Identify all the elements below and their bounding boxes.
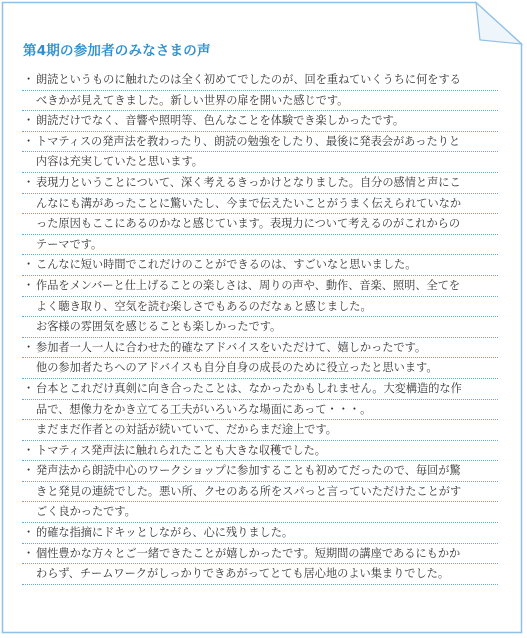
comment-text: トマティスの発声法を教わったり、朗読の勉強をしたり、最後に発表会があったりと [36,134,461,148]
comment-line-continued [22,214,498,235]
comment-line-continued [22,482,498,503]
comment-line-continued [22,564,498,585]
comment-text: まだまだ作者との対話が続いていて、だからまだ途上です。 [36,423,337,437]
comment-line-start [22,338,498,359]
comment-text: 的確な指摘にドキッとしながら、心に残りました。 [36,526,294,540]
comment-text: 発声法から朗読中心のワークショップに参加することも初めてだったので、毎回が驚 [36,464,461,478]
comment-line-continued [22,317,498,338]
comment-text: べきかが見えてきました。新しい世界の扉を開いた感じです。 [36,93,349,107]
page-title: 第4期の参加者のみなさまの声 [23,43,211,59]
comment-line-start [22,70,498,91]
bullet-mark: ・ [23,73,35,86]
comment-text: ごく良かったです。 [36,505,136,519]
comment-text: テーマです。 [36,237,103,251]
comment-line-start [22,276,498,297]
comment-line-start [22,441,498,462]
comment-text: 台本とこれだけ真剣に向き合ったことは、なかったかもしれません。大変構造的な作 [36,381,462,395]
comment-text: わらず、チームワークがしっかりできあがってとても居心地のよい集まりでした。 [36,567,450,581]
bullet-mark: ・ [23,526,35,540]
comment-text: よく聴き取り、空気を読む楽しさでもあるのだなぁと感じました。 [36,299,372,313]
bullet-mark: ・ [23,134,35,148]
comment-line-continued [22,358,498,379]
comment-text: きと発見の連続でした。悪い所、クセのある所をスパっと言っていただけたことがす [36,484,462,498]
comment-text: トマティス発声法に触れられたことも大きな収穫でした。 [36,443,326,457]
comment-text: お客様の雰囲気を感じることも楽しかったです。 [36,320,282,334]
comment-line-start [22,379,498,400]
comment-line-start [22,523,498,544]
bullet-mark: ・ [23,381,35,395]
comment-line-continued [22,400,498,421]
bullet-mark: ・ [23,546,35,560]
bullet-mark: ・ [23,114,35,128]
comment-text: 作品をメンバーと仕上げることの楽しさは、周りの声や、動作、音楽、照明、全てを [36,278,461,292]
bullet-mark: ・ [23,278,35,292]
comment-text: 朗読というものに触れたのは全く初めてでしたのが、回を重ねていくうちに何をする [36,73,461,86]
comment-line-continued [22,235,498,256]
comment-text: 他の参加者たちへのアドバイスも自分自身の成長のために役立ったと思います。 [36,361,438,375]
bullet-mark: ・ [23,258,35,272]
comment-line-continued [22,420,498,441]
comment-line-start [22,173,498,194]
comment-text: った原因もここにあるのかなと感じています。表現力について考えるのがこれからの [36,217,461,231]
comment-text: 内容は充実していたと思います。 [36,155,203,169]
comment-line-start [22,111,498,132]
bullet-mark: ・ [23,175,35,189]
comment-line-continued [22,297,498,318]
comment-list [22,70,498,585]
comment-line-continued [22,194,498,215]
comment-text: こんなに短い時間でこれだけのことができるのは、すごいなと思いました。 [36,258,417,272]
comment-line-continued [22,152,498,173]
comment-text: 朗読だけでなく、音響や照明等、色んなことを体験でき楽しかったです。 [36,114,405,128]
bullet-mark: ・ [23,443,35,457]
comment-line-start [22,132,498,153]
comment-text: 参加者一人一人に合わせた的確なアドバイスをいただけて、嬉しかったです。 [36,340,427,354]
folded-corner [476,3,522,45]
comment-text: 表現力ということについて、深く考えるきっかけとなりました。自分の感情と声にこ [36,175,461,189]
comment-line-start [22,461,498,482]
comment-text: 品で、想像力をかき立てる工夫がいろいろな場面にあって・・・。 [36,402,372,416]
bullet-mark: ・ [23,340,35,354]
comment-line-continued [22,502,498,523]
comment-line-start [22,544,498,565]
comment-text: 個性豊かな方々とご一緒できたことが嬉しかったです。短期間の講座であるにもかか [36,546,461,560]
comment-line-continued [22,91,498,112]
comment-text: んなにも溝があったことに驚いたし、今まで伝えたいことがうまく伝えられていなか [36,196,462,210]
bullet-mark: ・ [23,464,35,478]
comment-line-start [22,255,498,276]
